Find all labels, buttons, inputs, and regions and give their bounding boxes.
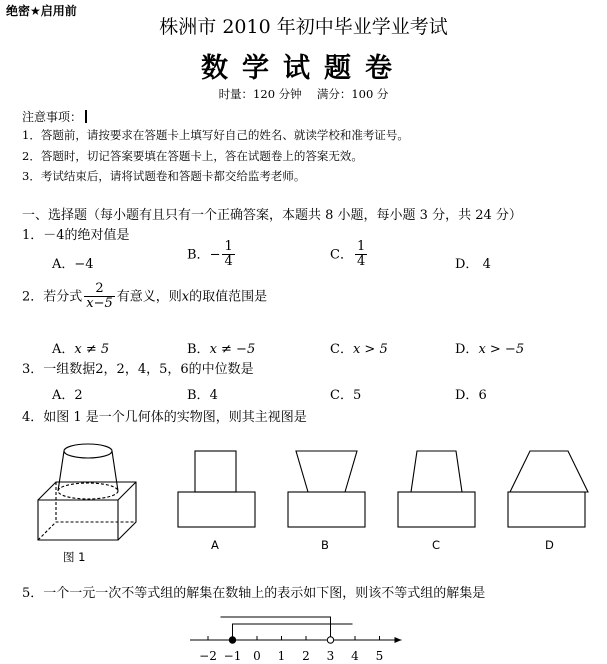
q3-option-b: B．4 [187,388,218,403]
number-line [190,617,402,663]
figure-option-b [288,451,365,527]
q2-option-d: D．x > −5 [455,342,525,357]
figure-1-solid [38,444,136,540]
section-title: 一、选择题（每小题有且只有一个正确答案，本题共 8 小题，每小题 3 分，共 24 分） [22,208,522,223]
q3-stem: 3．一组数据2，2，4，5，6的中位数是 [22,362,254,377]
number-line-tick-label: −2 [199,649,217,663]
q1-option-a: A．−4 [52,257,94,272]
number-line-tick-label: 2 [302,649,310,663]
solution-ray-right [233,624,353,640]
note-item: 3．考试结束后，请将试题卷和答题卡都交给监考老师。 [22,169,306,183]
confidential-label: 绝密★启用前 [6,4,77,18]
number-line-tick-label: 3 [326,649,335,663]
q2-stem: 2．若分式 $\frac{2}{x-5}$ 有意义，则x的取值范围是 [22,281,268,312]
number-line-tick-label: 4 [351,649,359,663]
number-line-tick-label: 0 [253,649,261,663]
option-label-a: A [211,538,219,552]
q5-stem: 5．一个一元一次不等式组的解集在数轴上的表示如下图，则该不等式组的解集是 [22,586,486,601]
q2-option-b: B．x ≠ −5 [187,342,256,357]
q1-stem: 1．－4的绝对值是 [22,228,130,243]
number-line-tick-label: 5 [375,649,384,663]
option-label-d: D [545,538,554,552]
figure-option-a [178,451,255,527]
notes-heading: 注意事项： [22,108,87,125]
note-item: 1．答题前，请按要求在答题卡上填写好自己的姓名、就读学校和准考证号。 [22,128,409,142]
closed-point [229,637,235,643]
q3-option-c: C．5 [330,388,362,403]
q2-option-a: A．x ≠ 5 [52,342,110,357]
q1-option-c: C． $\frac{1}{4}$ [330,239,366,270]
figure-option-d [508,451,588,527]
option-label-b: B [321,538,329,552]
note-item: 2．答题时，切记答案要填在答题卡上，答在试题卷上的答案无效。 [22,149,363,163]
q2-option-c: C．x > 5 [330,342,388,357]
exam-title: 株洲市 2010 年初中毕业学业考试 [159,16,448,38]
number-line-tick-label: −1 [223,649,242,663]
figure-1-caption: 图 1 [63,550,86,564]
open-point [327,637,333,643]
option-label-c: C [432,538,441,552]
paper-title: 数学试题卷 [201,53,406,84]
q3-option-d: D．6 [455,388,487,403]
q4-stem: 4．如图 1 是一个几何体的实物图，则其主视图是 [22,410,307,425]
figure-option-c [398,451,475,527]
number-line-tick-label: 1 [277,649,286,663]
time-info: 时量：120 分钟 满分：100 分 [218,87,389,101]
q1-option-d: D． 4 [455,257,491,272]
q3-option-a: A．2 [52,388,83,403]
solution-ray-left [221,617,331,640]
number-line-arrow [395,637,402,643]
q1-option-b: B．− $\frac{1}{4}$ [187,239,233,270]
